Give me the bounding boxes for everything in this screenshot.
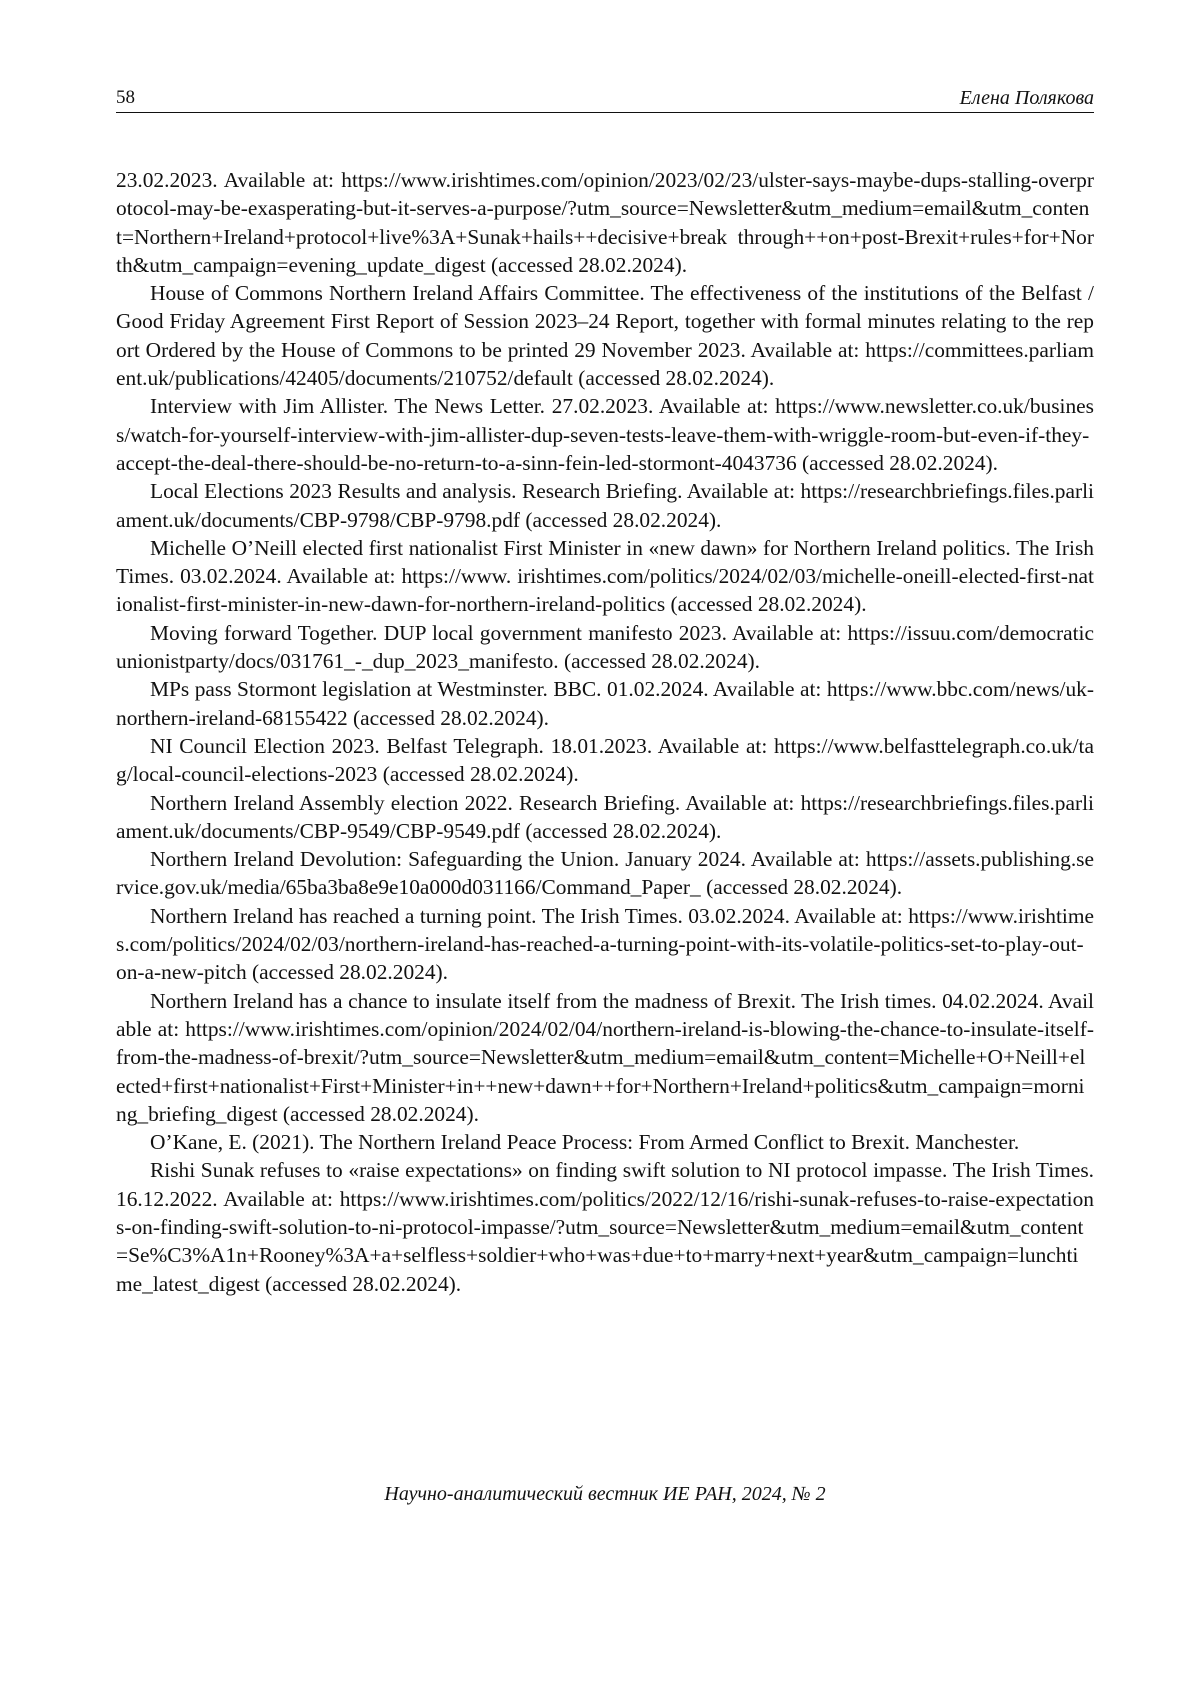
reference-entry: Local Elections 2023 Results and analysis. Research Briefing. Available at: https://researchbriefings.files.parliament.uk/documents/CBP-9798/CBP-9798.pdf (accessed 28.02.2024). [116,479,1094,532]
reference-entry: Northern Ireland Assembly election 2022. Research Briefing. Available at: https://researchbriefings.files.parliament.uk/documents/CBP-9549/CBP-9549.pdf (accessed 28.02.2024). [116,790,1094,843]
journal-footer: Научно-аналитический вестник ИЕ РАН, 2024, № 2 [384,1483,826,1505]
reference-entry: Moving forward Together. DUP local government manifesto 2023. Available at: https://issuu.com/democraticunionistparty/docs/031761_-_dup_2023_manifesto. (accessed 28.02.2024). [116,620,1094,674]
reference-entry: O’Kane, E. (2021). The Northern Ireland Peace Process: From Armed Conflict to Brexit. Manchester. [150,1130,1020,1155]
running-header [116,86,1094,113]
reference-entry: MPs pass Stormont legislation at Westminster. BBC. 01.02.2024. Available at: https://www.bbc.com/news/uk-northern-ireland-68155422 (accessed 28.02.2024). [116,677,1094,730]
reference-entry: House of Commons Northern Ireland Affairs Committee. The effectiveness of the institutions of the Belfast / Good Friday Agreement First Report of Session 2023–24 Report, together with formal minutes relating to the report Ordered by the House of Commons to be printed 29 November 2023. Available at: https://committees.parliament.uk/publications/42405/documents/210752/default (accessed 28.02.2024). [116,281,1094,391]
reference-entry: Northern Ireland Devolution: Safeguarding the Union. January 2024. Available at: https://assets.publishing.service.gov.uk/media/65ba3ba8e9e10a000d031166/Command_Paper_ (accessed 28.02.2024). [116,847,1094,900]
reference-entry: 23.02.2023. Available at: https://www.irishtimes.com/opinion/2023/02/23/ulster-says-maybe-dups-stalling-overprotocol-may-be-exasperating-but-it-serves-a-purpose/?utm_source=Newsletter&utm_medium=email&utm_content=Northern+Ireland+protocol+live%3A+Sunak+hails++decisive+break through++on+post-Brexit+rules+for+North&utm_campaign=evening_update_digest (accessed 28.02.2024). [116,168,1094,277]
reference-entry: Interview with Jim Allister. The News Letter. 27.02.2023. Available at: https://www.newsletter.co.uk/business/watch-for-yourself-interview-with-jim-allister-dup-seven-tests-leave-them-with-wriggle-room-but-even-if-they-accept-the-deal-there-should-be-no-return-to-a-sinn-fein-led-stormont-4043736 (accessed 28.02.2024). [116,394,1094,475]
reference-entry: Michelle O’Neill elected first nationalist First Minister in «new dawn» for Northern Ireland politics. The Irish Times. 03.02.2024. Available at: https://www. irishtimes.com/politics/2024/02/03/michelle-oneill-elected-first-nationalist-first-minister-in-new-dawn-for-northern-ireland-politics (accessed 28.02.2024). [116,535,1094,617]
reference-list [116,166,1094,1298]
reference-entry: NI Council Election 2023. Belfast Telegraph. 18.01.2023. Available at: https://www.belfasttelegraph.co.uk/tag/local-council-elections-2023 (accessed 28.02.2024). [116,733,1094,787]
reference-entry: Northern Ireland has a chance to insulate itself from the madness of Brexit. The Irish times. 04.02.2024. Available at: https://www.irishtimes.com/opinion/2024/02/04/northern-ireland-is-blowing-the-chance-to-insulate-itself-from-the-madness-of-brexit/?utm_source=Newsletter&utm_medium=email&utm_content=Michelle+O+Neill+elected+first+nationalist+First+Minister+in++new+dawn++for+Northern+Ireland+politics&utm_campaign=morning_briefing_digest (accessed 28.02.2024). [116,988,1094,1126]
reference-entry: Northern Ireland has reached a turning point. The Irish Times. 03.02.2024. Available at: https://www.irishtimes.com/politics/2024/02/03/northern-ireland-has-reached-a-turning-point-with-its-volatile-politics-set-to-play-out-on-a-new-pitch (accessed 28.02.2024). [116,903,1094,985]
author-name: Елена Полякова [959,87,1094,109]
reference-entry: Rishi Sunak refuses to «raise expectations» on finding swift solution to NI protocol impasse. The Irish Times. 16.12.2022. Available at: https://www.irishtimes.com/politics/2022/12/16/rishi-sunak-refuses-to-raise-expectations-on-finding-swift-solution-to-ni-protocol-impasse/?utm_source=Newsletter&utm_medium=email&utm_content=Se%C3%A1n+Rooney%3A+a+selfless+soldier+who+was+due+to+marry+next+year&utm_campaign=lunchtime_latest_digest (accessed 28.02.2024). [116,1158,1094,1296]
page-number: 58 [116,87,135,108]
